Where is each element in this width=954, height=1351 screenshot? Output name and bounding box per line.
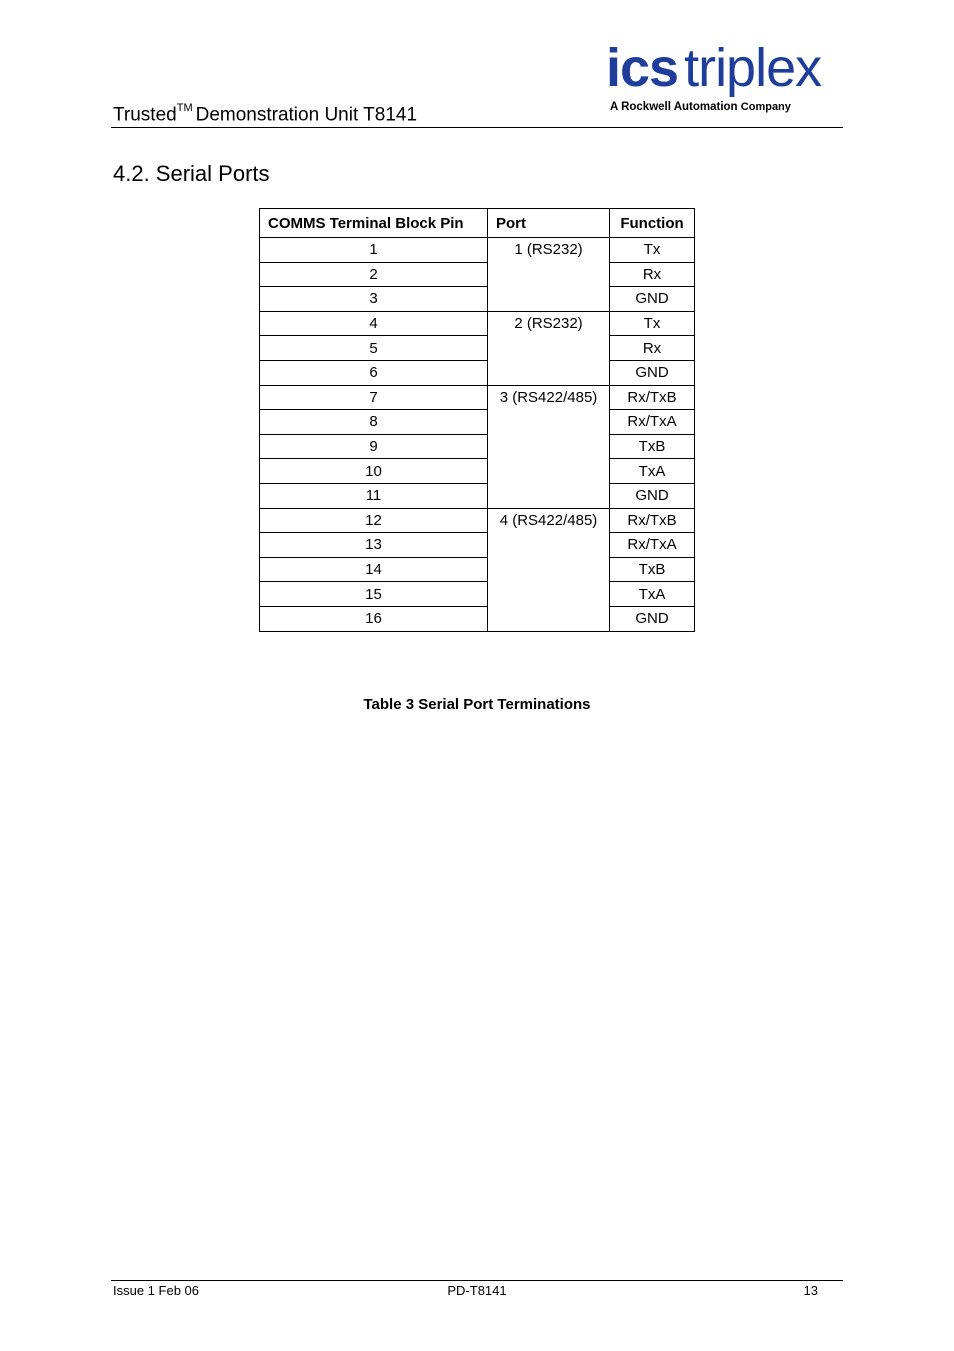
logo-wordmark bbox=[606, 40, 842, 96]
function-cell: Rx bbox=[610, 262, 695, 287]
function-cell: Rx/TxB bbox=[610, 508, 695, 533]
logo-tagline-a: A Rockwell Automation bbox=[610, 101, 738, 113]
table-row bbox=[260, 434, 695, 459]
pin-cell: 14 bbox=[260, 557, 488, 582]
pin-cell: 13 bbox=[260, 533, 488, 558]
function-cell: GND bbox=[610, 360, 695, 385]
trademark-mark: TM bbox=[176, 102, 193, 114]
document-title bbox=[113, 98, 417, 127]
function-cell: Tx bbox=[610, 311, 695, 336]
port-cell: 4 (RS422/485) bbox=[488, 508, 610, 631]
table-row bbox=[260, 287, 695, 312]
table-row bbox=[260, 557, 695, 582]
table-row bbox=[260, 582, 695, 607]
pin-cell: 10 bbox=[260, 459, 488, 484]
pin-cell: 4 bbox=[260, 311, 488, 336]
pin-cell: 3 bbox=[260, 287, 488, 312]
logo-ics: ics bbox=[606, 38, 679, 98]
function-cell: Rx/TxA bbox=[610, 410, 695, 435]
header-divider bbox=[111, 127, 843, 128]
table-row bbox=[260, 262, 695, 287]
function-cell: TxA bbox=[610, 582, 695, 607]
table-row bbox=[260, 336, 695, 361]
function-cell: GND bbox=[610, 287, 695, 312]
column-header-port: Port bbox=[488, 209, 610, 238]
table-row bbox=[260, 360, 695, 385]
pin-cell: 7 bbox=[260, 385, 488, 410]
pin-cell: 2 bbox=[260, 262, 488, 287]
table-row bbox=[260, 606, 695, 631]
function-cell: TxA bbox=[610, 459, 695, 484]
footer-page-number: 13 bbox=[803, 1283, 818, 1298]
function-cell: GND bbox=[610, 606, 695, 631]
pin-cell: 15 bbox=[260, 582, 488, 607]
serial-ports-table bbox=[259, 208, 695, 632]
function-cell: Rx/TxA bbox=[610, 533, 695, 558]
port-cell: 1 (RS232) bbox=[488, 238, 610, 312]
function-cell: TxB bbox=[610, 434, 695, 459]
table-row bbox=[260, 483, 695, 508]
logo-triplex: triplex bbox=[684, 38, 822, 98]
table-row bbox=[260, 459, 695, 484]
pin-cell: 11 bbox=[260, 483, 488, 508]
pin-cell: 12 bbox=[260, 508, 488, 533]
pin-cell: 5 bbox=[260, 336, 488, 361]
pin-cell: 9 bbox=[260, 434, 488, 459]
footer-document-id: PD-T8141 bbox=[447, 1283, 507, 1298]
column-header-function: Function bbox=[610, 209, 695, 238]
function-cell: Tx bbox=[610, 238, 695, 263]
function-cell: Rx/TxB bbox=[610, 385, 695, 410]
logo-tagline bbox=[610, 100, 842, 114]
port-cell: 3 (RS422/485) bbox=[488, 385, 610, 508]
ics-triplex-logo bbox=[606, 40, 842, 118]
pin-cell: 1 bbox=[260, 238, 488, 263]
port-cell: 2 (RS232) bbox=[488, 311, 610, 385]
table-header-row bbox=[260, 209, 695, 238]
logo-tagline-b: Company bbox=[740, 101, 791, 113]
table-row bbox=[260, 238, 695, 263]
function-cell: TxB bbox=[610, 557, 695, 582]
table-row bbox=[260, 410, 695, 435]
footer-divider bbox=[111, 1280, 843, 1281]
table-row bbox=[260, 311, 695, 336]
footer-issue: Issue 1 Feb 06 bbox=[113, 1283, 199, 1298]
table-caption: Table 3 Serial Port Terminations bbox=[363, 696, 591, 713]
column-header-pin: COMMS Terminal Block Pin bbox=[260, 209, 488, 238]
function-cell: Rx bbox=[610, 336, 695, 361]
title-prefix: Trusted bbox=[113, 104, 177, 126]
function-cell: GND bbox=[610, 483, 695, 508]
pin-cell: 16 bbox=[260, 606, 488, 631]
pin-cell: 8 bbox=[260, 410, 488, 435]
table-row bbox=[260, 533, 695, 558]
title-rest: Demonstration Unit T8141 bbox=[195, 104, 418, 126]
section-heading: 4.2. Serial Ports bbox=[113, 161, 270, 186]
pin-cell: 6 bbox=[260, 360, 488, 385]
table-row bbox=[260, 508, 695, 533]
table-row bbox=[260, 385, 695, 410]
